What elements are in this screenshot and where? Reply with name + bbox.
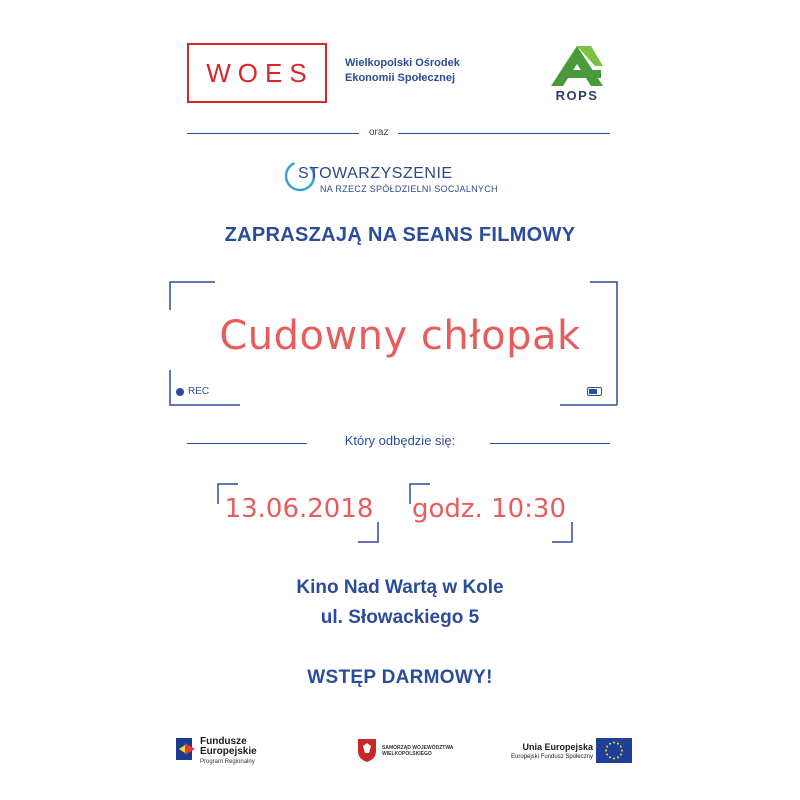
fe-line1: Fundusze (200, 736, 247, 747)
ue-line1: Unia Europejska (522, 742, 594, 752)
headline: ZAPRASZAJĄ NA SEANS FILMOWY (224, 224, 576, 246)
event-date: 13.06.2018 (224, 494, 374, 524)
divider-left (187, 133, 359, 134)
divider-right (398, 133, 610, 134)
woj-line2: WIELKOPOLSKIEGO (382, 751, 432, 757)
eu-flag-icon (596, 738, 632, 763)
fundusze-europejskie-text (200, 737, 257, 767)
and-label: oraz (369, 127, 389, 138)
wielkopolska-coat-of-arms-icon (356, 737, 378, 763)
film-title: Cudowny chłopak (219, 313, 581, 359)
stowarzyszenie-subtitle: NA RZECZ SPÓŁDZIELNI SOCJALNYCH (320, 184, 498, 194)
woes-name-line2: Ekonomii Społecznej (345, 72, 456, 84)
venue-address: ul. Słowackiego 5 (320, 607, 480, 628)
wielkopolska-text (382, 745, 453, 757)
rec-dot-icon (176, 388, 184, 396)
fe-line2: Europejskie (200, 746, 257, 757)
venue-name: Kino Nad Wartą w Kole (296, 577, 504, 598)
woes-name-line1: Wielkopolski Ośrodek (345, 57, 460, 69)
rec-indicator (176, 386, 209, 397)
battery-icon (587, 387, 603, 396)
fundusze-europejskie-icon (175, 735, 197, 763)
fe-line3: Program Regionalny (200, 759, 255, 765)
event-time: godz. 10:30 (411, 494, 567, 524)
eu-text (511, 742, 593, 762)
woj-line1: SAMORZĄD WOJEWÓDZTWA (382, 745, 454, 751)
divider-right (490, 443, 610, 444)
stowarzyszenie-title: STOWARZYSZENIE (298, 165, 453, 182)
rops-logo-text: ROPS (555, 88, 599, 103)
event-intro: Który odbędzie się: (344, 433, 456, 448)
woes-full-name (345, 56, 460, 86)
ue-line2: Europejski Fundusz Społeczny (511, 754, 594, 760)
woes-logo (187, 43, 327, 103)
free-entry-label: WSTĘP DARMOWY! (307, 667, 493, 688)
rec-label: REC (188, 386, 210, 397)
woes-logo-text: WOES (206, 57, 314, 88)
